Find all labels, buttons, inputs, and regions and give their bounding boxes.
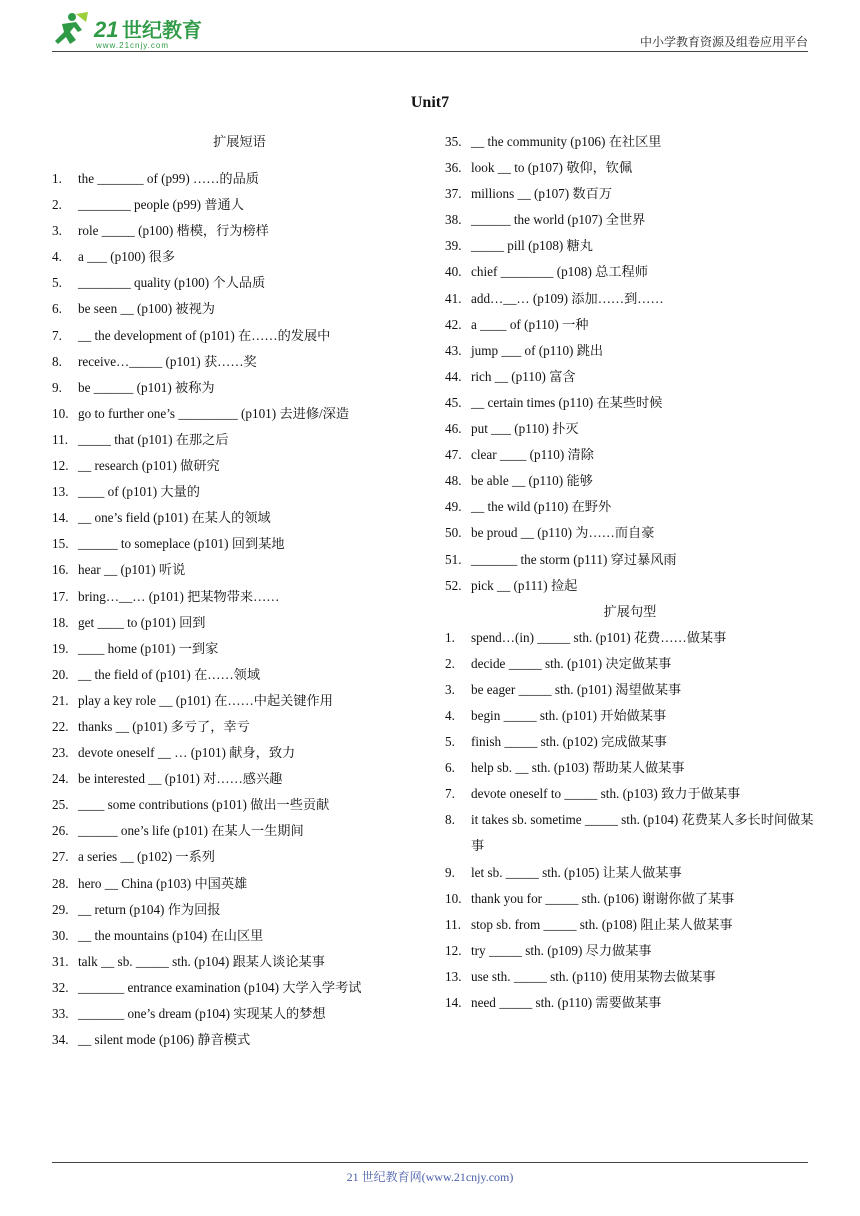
- item-number: 10.: [445, 890, 462, 906]
- item-number: 5.: [52, 275, 62, 291]
- list-item: [52, 662, 427, 688]
- item-number: 45.: [445, 394, 462, 410]
- list-item: [445, 155, 815, 181]
- list-item: [52, 244, 427, 270]
- list-item: [52, 818, 427, 844]
- list-item: [52, 844, 427, 870]
- item-number: 12.: [52, 458, 69, 474]
- item-text: ________ people (p99) 普通人: [78, 197, 244, 213]
- list-item: [445, 364, 815, 390]
- list-item: [445, 390, 815, 416]
- item-number: 20.: [52, 666, 69, 682]
- item-text: be able __ (p110) 能够: [471, 473, 593, 489]
- section-title-patterns: 扩展句型: [603, 603, 657, 619]
- item-text: __ the wild (p110) 在野外: [471, 499, 612, 515]
- item-text: be proud __ (p110) 为……而自豪: [471, 525, 655, 541]
- item-number: 6.: [52, 301, 62, 317]
- item-text: __ the mountains (p104) 在山区里: [78, 927, 264, 943]
- item-number: 3.: [445, 681, 455, 697]
- item-number: 24.: [52, 771, 69, 787]
- item-number: 46.: [445, 421, 462, 437]
- item-number: 12.: [445, 942, 462, 958]
- left-column: [52, 129, 427, 1053]
- list-item: [445, 207, 815, 233]
- item-number: 31.: [52, 953, 69, 969]
- list-item: [445, 547, 815, 573]
- item-text: _____ pill (p108) 糖丸: [471, 238, 593, 254]
- item-text: try _____ sth. (p109) 尽力做某事: [471, 942, 652, 958]
- item-text: clear ____ (p110) 清除: [471, 447, 594, 463]
- item-number: 3.: [52, 223, 62, 239]
- item-text: __ the community (p106) 在社区里: [471, 134, 662, 149]
- item-text: put ___ (p110) 扑灭: [471, 421, 579, 437]
- item-number: 33.: [52, 1006, 69, 1021]
- item-number: 37.: [445, 186, 462, 202]
- list-item: [445, 938, 815, 964]
- item-text: __ silent mode (p106) 静音模式: [78, 1032, 251, 1048]
- list-item: [52, 270, 427, 296]
- item-text: begin _____ sth. (p101) 开始做某事: [471, 707, 667, 723]
- item-text: thanks __ (p101) 多亏了，幸亏: [78, 718, 250, 734]
- item-number: 34.: [52, 1032, 69, 1048]
- list-item: [52, 871, 427, 897]
- item-number: 8.: [445, 812, 455, 828]
- item-number: 30.: [52, 927, 69, 943]
- item-text: __ return (p104) 作为回报: [78, 901, 221, 917]
- list-item: [52, 584, 427, 610]
- list-item: [52, 792, 427, 818]
- item-number: 36.: [445, 160, 462, 176]
- item-text: pick __ (p111) 捡起: [471, 577, 578, 593]
- item-text: __ certain times (p110) 在某些时候: [471, 394, 663, 410]
- list-item: [445, 807, 815, 859]
- item-text: ____ some contributions (p101) 做出一些贡献: [78, 797, 330, 813]
- item-number: 29.: [52, 901, 69, 917]
- item-number: 5.: [445, 734, 455, 750]
- phrase-list: [52, 166, 427, 1053]
- item-text: ______ to someplace (p101) 回到某地: [78, 536, 285, 552]
- list-item: [52, 949, 427, 975]
- item-text: a series __ (p102) 一系列: [78, 849, 215, 865]
- item-text: role _____ (p100) 楷模，行为榜样: [78, 223, 269, 239]
- item-number: 28.: [52, 875, 69, 891]
- item-number: 41.: [445, 290, 462, 306]
- item-number: 35.: [445, 134, 462, 149]
- item-text: need _____ sth. (p110) 需要做某事: [471, 995, 662, 1010]
- item-text: ____ of (p101) 大量的: [78, 484, 200, 500]
- list-item: [52, 296, 427, 322]
- item-number: 47.: [445, 447, 462, 463]
- list-item: [52, 1027, 427, 1053]
- list-item: [52, 453, 427, 479]
- item-text: help sb. __ sth. (p103) 帮助某人做某事: [471, 760, 685, 776]
- item-number: 13.: [445, 968, 462, 984]
- item-text: spend…(in) _____ sth. (p101) 花费……做某事: [471, 629, 727, 645]
- item-number: 51.: [445, 551, 462, 567]
- item-text: add…__… (p109) 添加……到……: [471, 290, 664, 306]
- item-number: 23.: [52, 745, 69, 761]
- pattern-list: [445, 625, 815, 1016]
- svg-text:www.21cnjy.com: www.21cnjy.com: [96, 41, 169, 50]
- list-item: [445, 625, 815, 651]
- list-item: [52, 557, 427, 583]
- item-number: 38.: [445, 212, 462, 228]
- item-number: 43.: [445, 342, 462, 358]
- list-item: [52, 714, 427, 740]
- list-item: [445, 573, 815, 599]
- item-text: receive…_____ (p101) 获……奖: [78, 353, 257, 369]
- list-item: [52, 349, 427, 375]
- item-text: play a key role __ (p101) 在……中起关键作用: [78, 692, 333, 708]
- item-number: 44.: [445, 368, 462, 384]
- list-item: [445, 520, 815, 546]
- item-text: hear __ (p101) 听说: [78, 562, 186, 578]
- item-number: 11.: [52, 431, 68, 447]
- list-item: [52, 505, 427, 531]
- site-logo: [52, 10, 222, 50]
- item-text: ______ the world (p107) 全世界: [471, 212, 646, 228]
- item-number: 32.: [52, 979, 69, 995]
- item-number: 13.: [52, 484, 69, 500]
- list-item: [445, 990, 815, 1016]
- item-number: 19.: [52, 640, 69, 656]
- item-text: be ______ (p101) 被称为: [78, 379, 215, 395]
- item-number: 8.: [52, 353, 62, 369]
- item-text: it takes sb. sometime _____ sth. (p104) 花费某人多长时间做某事: [471, 812, 814, 854]
- item-text: bring…__… (p101) 把某物带来……: [78, 588, 280, 604]
- item-number: 26.: [52, 823, 69, 839]
- header-site-name: 中小学教育资源及组卷应用平台: [639, 35, 808, 49]
- item-text: _____ that (p101) 在那之后: [78, 431, 229, 447]
- item-text: __ the development of (p101) 在……的发展中: [78, 327, 331, 343]
- item-number: 4.: [445, 707, 455, 723]
- list-item: [445, 181, 815, 207]
- list-item: [445, 677, 815, 703]
- list-item: [445, 468, 815, 494]
- item-text: stop sb. from _____ sth. (p108) 阻止某人做某事: [471, 916, 733, 932]
- list-item: [445, 964, 815, 990]
- list-item: [445, 129, 815, 155]
- list-item: [445, 886, 815, 912]
- item-number: 16.: [52, 562, 69, 578]
- list-item: [445, 416, 815, 442]
- item-number: 7.: [445, 786, 455, 802]
- phrase-list-continued: [445, 129, 815, 599]
- item-text: finish _____ sth. (p102) 完成做某事: [471, 734, 667, 750]
- list-item: [52, 323, 427, 349]
- item-text: ____ home (p101) 一到家: [78, 640, 219, 656]
- list-item: [445, 442, 815, 468]
- list-item: [52, 923, 427, 949]
- list-item: [52, 636, 427, 662]
- item-text: _______ one’s dream (p104) 实现某人的梦想: [78, 1006, 326, 1021]
- list-item: [52, 688, 427, 714]
- header-divider: [52, 51, 808, 52]
- list-item: [52, 375, 427, 401]
- item-number: 27.: [52, 849, 69, 865]
- item-number: 9.: [445, 864, 455, 880]
- item-text: a ___ (p100) 很多: [78, 249, 176, 265]
- item-text: use sth. _____ sth. (p110) 使用某物去做某事: [471, 968, 716, 984]
- item-text: hero __ China (p103) 中国英雄: [78, 875, 248, 891]
- item-number: 18.: [52, 614, 69, 630]
- list-item: [445, 651, 815, 677]
- item-number: 10.: [52, 405, 69, 421]
- item-text: devote oneself to _____ sth. (p103) 致力于做某事: [471, 786, 741, 802]
- item-number: 14.: [445, 995, 462, 1010]
- item-number: 48.: [445, 473, 462, 489]
- list-item: [445, 494, 815, 520]
- item-number: 52.: [445, 577, 462, 593]
- footer-divider: [52, 1162, 808, 1163]
- list-item: [445, 233, 815, 259]
- item-number: 9.: [52, 379, 62, 395]
- section-title-phrases: 扩展短语: [213, 134, 266, 149]
- right-column: [445, 129, 815, 1016]
- list-item: [52, 401, 427, 427]
- item-text: chief ________ (p108) 总工程师: [471, 264, 648, 280]
- item-number: 25.: [52, 797, 69, 813]
- item-text: be seen __ (p100) 被视为: [78, 301, 215, 317]
- item-number: 22.: [52, 718, 69, 734]
- item-text: __ the field of (p101) 在……领域: [78, 666, 261, 682]
- list-item: [445, 860, 815, 886]
- item-number: 15.: [52, 536, 69, 552]
- item-number: 2.: [445, 655, 455, 671]
- item-text: be eager _____ sth. (p101) 渴望做某事: [471, 681, 682, 697]
- list-item: [52, 766, 427, 792]
- page-footer: 21 世纪教育网(www.21cnjy.com): [346, 1170, 514, 1184]
- list-item: [52, 192, 427, 218]
- item-text: jump ___ of (p110) 跳出: [471, 342, 604, 358]
- item-text: decide _____ sth. (p101) 决定做某事: [471, 655, 672, 671]
- item-number: 14.: [52, 510, 69, 526]
- list-item: [445, 338, 815, 364]
- list-item: [52, 975, 427, 1001]
- item-text: __ research (p101) 做研究: [78, 458, 220, 474]
- svg-text:世纪教育: 世纪教育: [122, 18, 202, 42]
- list-item: [445, 312, 815, 338]
- list-item: [52, 610, 427, 636]
- item-text: the _______ of (p99) ……的品质: [78, 171, 259, 186]
- item-number: 2.: [52, 197, 62, 213]
- item-text: a ____ of (p110) 一种: [471, 316, 589, 332]
- item-text: devote oneself __ … (p101) 献身，致力: [78, 745, 296, 761]
- item-text: thank you for _____ sth. (p106) 谢谢你做了某事: [471, 890, 735, 906]
- item-text: look __ to (p107) 敬仰，钦佩: [471, 160, 633, 176]
- list-item: [52, 218, 427, 244]
- list-item: [52, 740, 427, 766]
- item-number: 40.: [445, 264, 462, 280]
- svg-text:21: 21: [94, 17, 119, 42]
- item-number: 49.: [445, 499, 462, 515]
- item-number: 1.: [52, 171, 62, 186]
- item-text: ______ one’s life (p101) 在某人一生期间: [78, 823, 304, 839]
- item-number: 50.: [445, 525, 462, 541]
- item-number: 11.: [445, 916, 461, 932]
- item-text: __ one’s field (p101) 在某人的领域: [78, 510, 271, 526]
- list-item: [445, 729, 815, 755]
- page-title: Unit7: [410, 94, 450, 111]
- list-item: [445, 286, 815, 312]
- item-text: rich __ (p110) 富含: [471, 368, 576, 384]
- list-item: [52, 897, 427, 923]
- item-text: be interested __ (p101) 对……感兴趣: [78, 771, 283, 787]
- item-text: millions __ (p107) 数百万: [471, 186, 613, 202]
- item-text: let sb. _____ sth. (p105) 让某人做某事: [471, 864, 682, 880]
- list-item: [52, 531, 427, 557]
- item-number: 4.: [52, 249, 62, 265]
- page-header: [52, 8, 808, 52]
- list-item: [445, 912, 815, 938]
- item-text: _______ entrance examination (p104) 大学入学考试: [78, 979, 362, 995]
- item-number: 39.: [445, 238, 462, 254]
- item-number: 1.: [445, 629, 455, 645]
- item-number: 17.: [52, 588, 69, 604]
- item-number: 7.: [52, 327, 62, 343]
- item-text: get ____ to (p101) 回到: [78, 614, 206, 630]
- list-item: [52, 479, 427, 505]
- item-number: 42.: [445, 316, 462, 332]
- item-number: 6.: [445, 760, 455, 776]
- list-item: [445, 755, 815, 781]
- list-item: [52, 427, 427, 453]
- list-item: [52, 166, 427, 192]
- item-text: talk __ sb. _____ sth. (p104) 跟某人谈论某事: [78, 953, 325, 969]
- item-text: ________ quality (p100) 个人品质: [78, 275, 266, 291]
- item-text: go to further one’s _________ (p101) 去进修/深造: [78, 405, 350, 421]
- list-item: [445, 781, 815, 807]
- item-number: 21.: [52, 692, 69, 708]
- item-text: _______ the storm (p111) 穿过暴风雨: [471, 551, 677, 567]
- list-item: [52, 1001, 427, 1027]
- list-item: [445, 703, 815, 729]
- list-item: [445, 259, 815, 285]
